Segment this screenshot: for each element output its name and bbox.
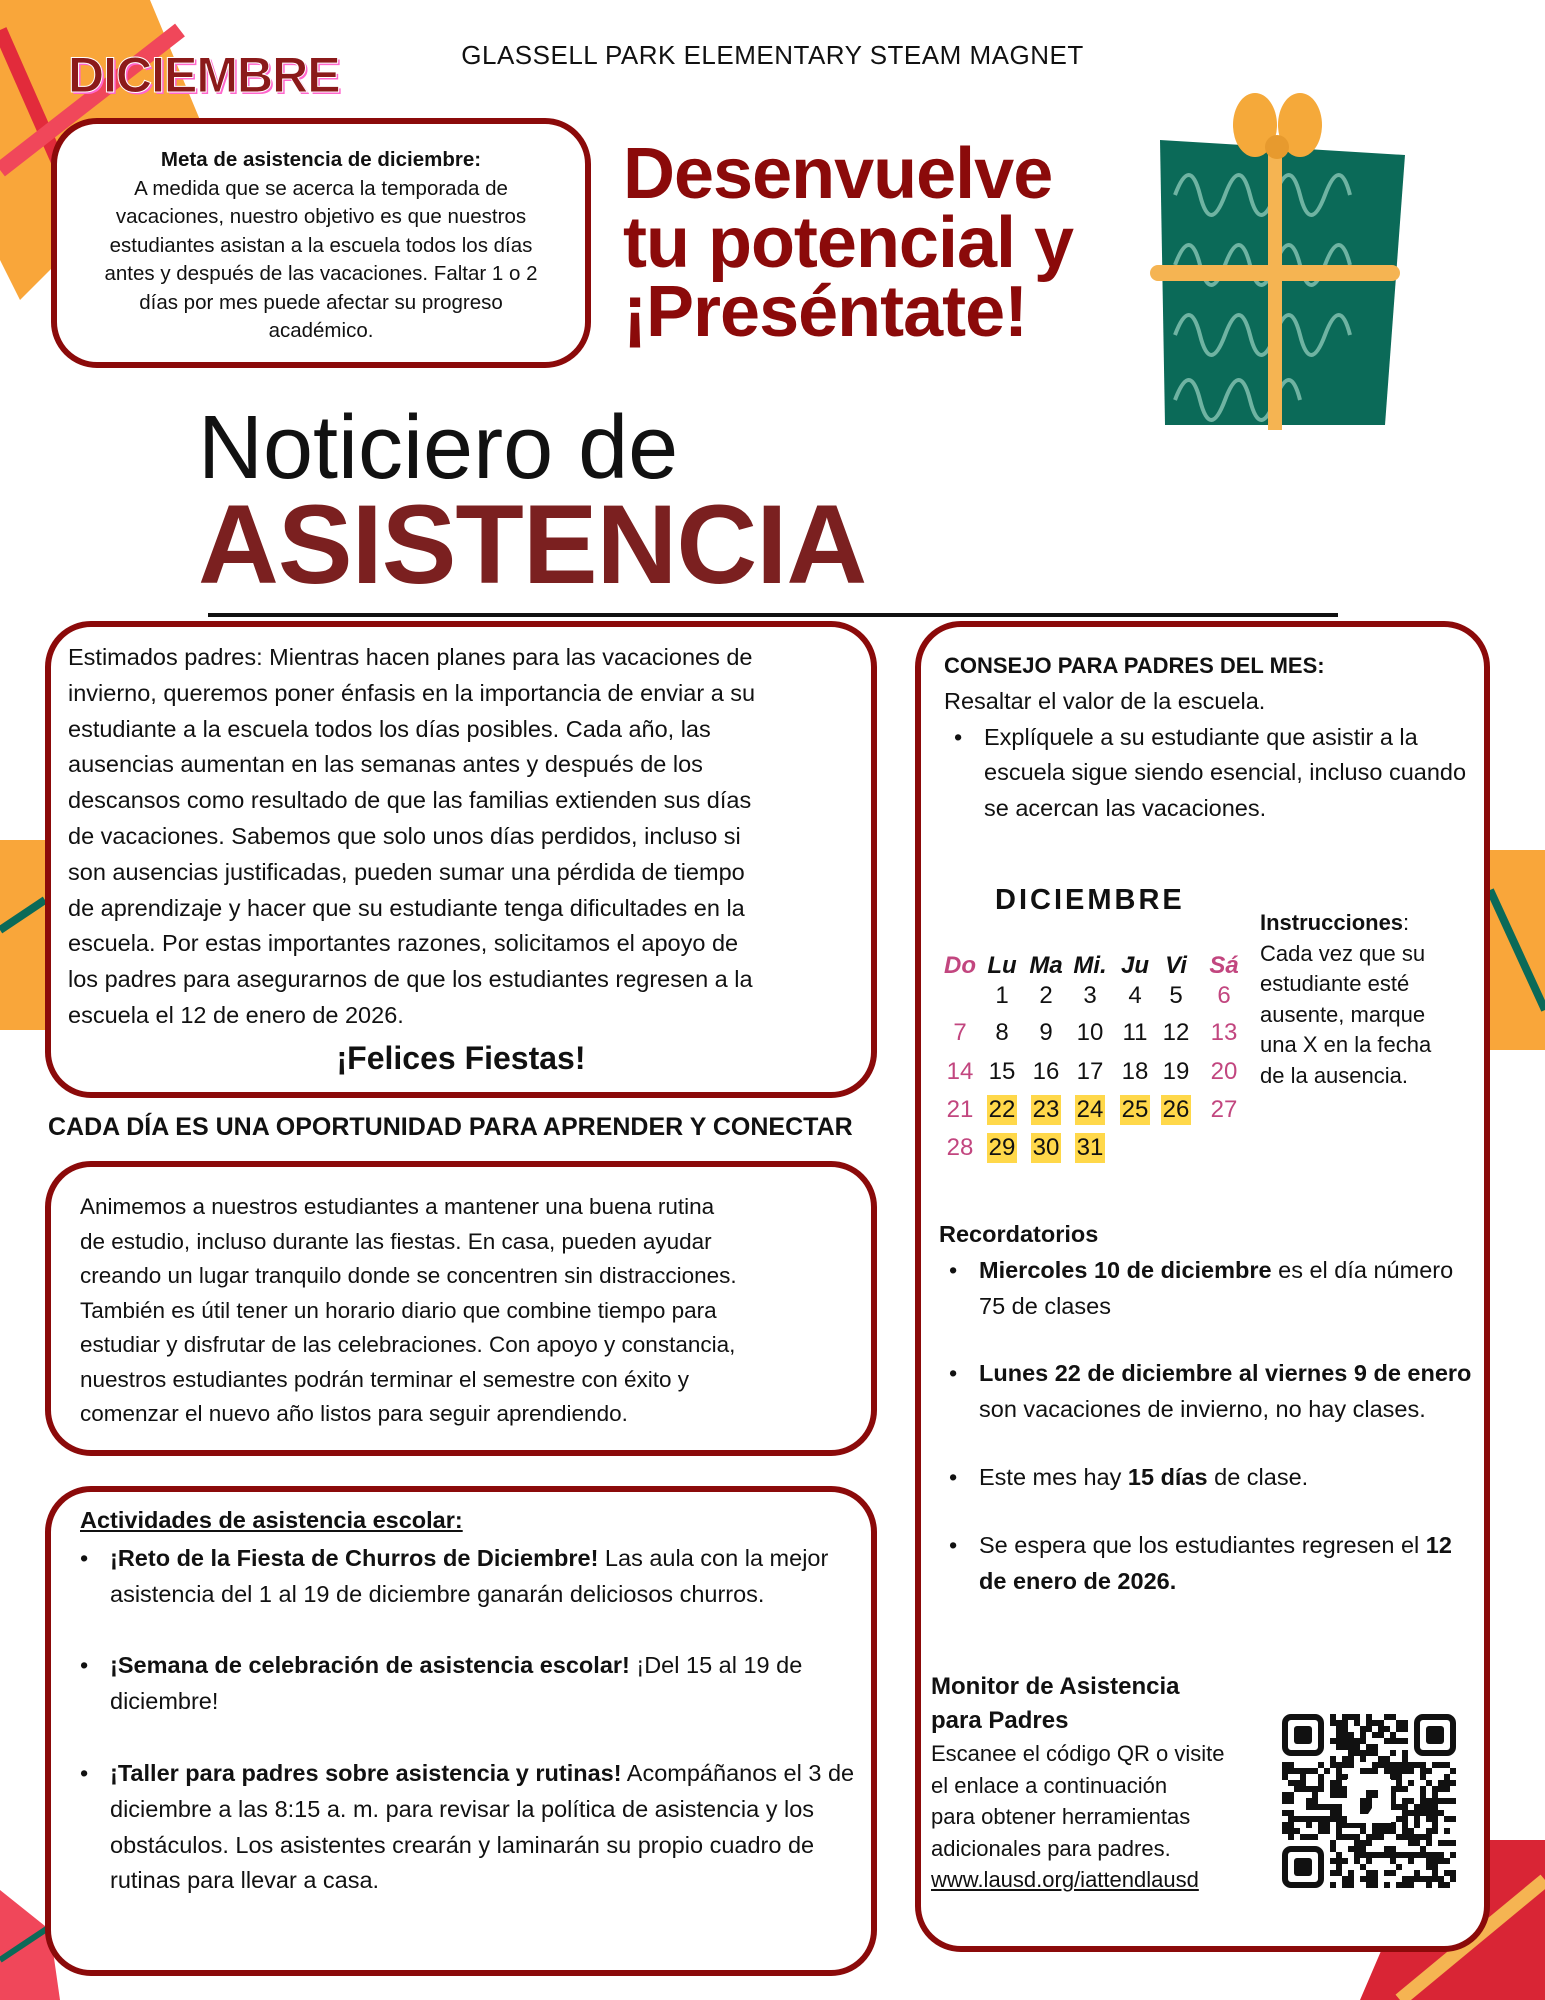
goal-line: vacaciones, nuestro objetivo es que nuestros [115,205,527,228]
calendar-day[interactable]: 8 [995,1019,1009,1046]
calendar-day[interactable]: 22 [988,1096,1016,1123]
letter-line: escuela el 12 de enero de 2026. [68,1001,404,1028]
reminder-item [937,1253,1479,1325]
weekday-header: Sá [1209,952,1239,979]
monitor-title: Monitor de Asistencia para Padres [931,1673,1180,1734]
letter-line: ausencias aumentan en las semanas antes y después de los [68,751,703,778]
calendar-day[interactable]: 2 [1039,982,1053,1009]
attendance-monitor [931,1670,1281,1896]
calendar-day[interactable]: 9 [1039,1019,1053,1046]
weekday-header: Ma [1029,952,1063,979]
activity-item-rest: Las aula con la mejor asistencia del 1 al 19 de diciembre ganarán deliciosos churros. [110,1544,829,1607]
parent-tip [944,648,1484,827]
letter-line: de aprendizaje y hacer que su estudiante tenga dificultades en la [68,894,745,921]
calendar-day[interactable]: 11 [1122,1019,1148,1046]
letter-line: los padres para asegurarnos de que los estudiantes regresen a la [68,966,753,993]
reminder-item-pre: Este mes hay [979,1463,1128,1490]
routine-line: nuestros estudiantes podrán terminar el semestre con éxito y [80,1366,690,1392]
gift-box-illustration [1150,85,1410,430]
goal-line: estudiantes asistan a la escuela todos los días [109,233,533,257]
routine-line: Animemos a nuestros estudiantes a mantener una buena rutina [80,1194,715,1219]
calendar-day[interactable]: 17 [1076,1058,1104,1085]
reminder-item [937,1460,1479,1496]
calendar-day[interactable]: 23 [1032,1096,1060,1123]
calendar-day[interactable]: 5 [1169,982,1183,1009]
activity-item-bold: ¡Reto de la Fiesta de Churros de Diciembre! [110,1544,599,1571]
calendar-day[interactable]: 27 [1210,1096,1238,1123]
weekday-header: Ju [1120,952,1149,979]
gift-decoration-right [1490,850,1545,1050]
reminder-item [937,1356,1479,1428]
calendar-day[interactable]: 16 [1032,1058,1060,1085]
letter-line: Estimados padres: Mientras hacen planes para las vacaciones de [68,644,753,670]
letter-text [68,640,755,1034]
instructions-line: estudiante esté [1260,971,1410,996]
headline-line: tu potencial y [623,203,1074,283]
activity-item [68,1648,860,1720]
attendance-goal-box [51,118,591,368]
reminder-item-bold: 12 de enero de 2026. [979,1531,1452,1594]
activity-item-bold: ¡Taller para padres sobre asistencia y rutinas! [110,1759,622,1786]
letter-line: de vacaciones. Sabemos que solo unos días perdidos, incluso si [68,822,741,849]
qr-code[interactable] [1282,1714,1456,1888]
goal-line: antes y después de las vacaciones. Faltar 1 o 2 [104,262,538,285]
headline-line: ¡Preséntate! [623,272,1028,352]
reminder-item [937,1528,1479,1600]
calendar-day[interactable]: 10 [1076,1019,1104,1046]
reminder-item-rest: de clase. [1207,1463,1309,1490]
routine-line: estudiar y disfrutar de las celebraciones. Con apoyo y constancia, [80,1332,736,1357]
closing: ¡Felices Fiestas! [336,1040,586,1076]
calendar-day[interactable]: 26 [1162,1096,1190,1123]
tip-bullet: • Explíquele a su estudiante que asistir a la escuela sigue siendo esencial, incluso cuando se acercan las vacaciones. [942,720,1484,827]
divider [208,613,1338,617]
calendar-day[interactable]: 6 [1217,982,1231,1009]
instructions-title: Instrucciones [1260,910,1404,935]
newsletter-title-line1: Noticiero de [198,398,679,498]
activity-item [68,1541,860,1613]
routine-text [80,1190,737,1432]
calendar-day[interactable]: 25 [1121,1096,1149,1123]
monitor-line: adicionales para padres. [931,1835,1171,1861]
weekday-header: Mi. [1073,952,1107,979]
monitor-line: Escanee el código QR o visite [931,1741,1225,1766]
headline-line: Desenvuelve [623,134,1053,214]
activity-item-bold: ¡Semana de celebración de asistencia escolar! [110,1652,630,1679]
calendar-day[interactable]: 4 [1128,982,1142,1009]
month-label: DICIEMBRE [68,47,340,103]
gift-decoration-left [0,840,45,1030]
calendar-day[interactable]: 7 [953,1019,967,1046]
reminder-item-pre: Se espera que los estudiantes regresen el [979,1531,1426,1558]
calendar-day[interactable]: 12 [1162,1019,1190,1046]
calendar-day[interactable]: 30 [1032,1134,1060,1161]
calendar-day[interactable]: 31 [1076,1134,1104,1161]
letter-line: son ausencias justificadas, pueden sumar una pérdida de tiempo [68,858,745,885]
goal-line: A medida que se acerca la temporada de [134,176,508,200]
letter-line: escuela. Por estas importantes razones, solicitamos el apoyo de [68,930,739,957]
calendar-day[interactable]: 1 [995,982,1009,1009]
routine-line: de estudio, incluso durante las fiestas. En casa, pueden ayudar [80,1228,712,1254]
tip-subtitle: Resaltar el valor de la escuela. [944,687,1266,714]
calendar-day[interactable]: 19 [1162,1058,1190,1085]
tip-title: CONSEJO PARA PADRES DEL MES: [944,653,1325,678]
activity-item [68,1756,860,1899]
calendar-day[interactable]: 21 [946,1096,974,1123]
calendar-day[interactable]: 13 [1210,1019,1238,1046]
goal-line: días por mes puede afectar su progreso [139,290,503,314]
newsletter-title-line2: ASISTENCIA [198,482,867,607]
monitor-line: el enlace a continuación [931,1772,1168,1798]
instructions-line: una X en la fecha [1260,1032,1432,1057]
section-heading: CADA DÍA ES UNA OPORTUNIDAD PARA APRENDER Y CONECTAR [48,1113,853,1141]
reminder-item-rest: es el día número 75 de clases [979,1256,1454,1319]
monitor-link[interactable]: www.lausd.org/iattendlausd [931,1867,1199,1892]
activities [80,1503,860,1899]
headline [623,134,1074,352]
routine-line: También es útil tener un horario diario que combine tiempo para [80,1297,717,1323]
goal-title: Meta de asistencia de diciembre: [160,148,482,171]
routine-line: creando un lugar tranquilo donde se concentren sin distracciones. [80,1263,737,1288]
instructions: Instrucciones: Cada vez que su estudiante esté ausente, marque una X en la fecha de la ausencia. [1260,908,1431,1091]
reminder-item-bold: Lunes 22 de diciembre al viernes 9 de enero [979,1360,1472,1387]
calendar-day[interactable]: 18 [1121,1058,1149,1085]
weekday-header: Vi [1165,952,1187,979]
instructions-line: Cada vez que su [1260,940,1426,966]
calendar-day[interactable]: 28 [946,1134,974,1161]
activities-title: Actividades de asistencia escolar: [80,1507,463,1533]
school-name: GLASSELL PARK ELEMENTARY STEAM MAGNET [461,40,1084,70]
calendar-day[interactable]: 3 [1083,982,1097,1009]
calendar-day[interactable]: 29 [988,1134,1016,1161]
weekday-header: Lu [987,952,1017,979]
goal-line: académico. [268,319,374,342]
calendar-day[interactable]: 20 [1210,1058,1238,1085]
reminder-item-rest: son vacaciones de invierno, no hay clases. [979,1396,1426,1423]
reminder-item-bold: 15 días [1127,1463,1208,1490]
instructions-line: ausente, marque [1260,1001,1426,1027]
monitor-line: para obtener herramientas [931,1804,1191,1829]
calendar-day[interactable]: 15 [988,1058,1016,1085]
reminder-item-bold: Miercoles 10 de diciembre [979,1256,1272,1283]
calendar-day[interactable]: 14 [946,1058,974,1085]
letter-line: descansos como resultado de que las familias extienden sus días [68,787,752,814]
reminders-title: Recordatorios [939,1221,1099,1247]
instructions-line: de la ausencia. [1260,1062,1408,1088]
weekday-header: Do [944,952,976,979]
reminders [939,1217,1479,1599]
letter-line: invierno, queremos poner énfasis en la importancia de enviar a su [68,679,756,706]
activity-item-rest: ¡Del 15 al 19 de diciembre! [110,1652,803,1715]
letter-line: estudiante a la escuela todos los días posibles. Cada año, las [68,715,711,742]
activity-item-rest: Acompáñanos el 3 de diciembre a las 8:15 a. m. para revisar la política de asistencia y los obstáculos. Los asistentes crearán y laminarán su propio cuadro de rutinas para llevar a casa. [110,1759,855,1894]
calendar-title: DICIEMBRE [995,884,1185,916]
calendar-day[interactable]: 24 [1076,1096,1104,1123]
routine-line: comenzar el nuevo año listos para seguir aprendiendo. [80,1401,628,1426]
